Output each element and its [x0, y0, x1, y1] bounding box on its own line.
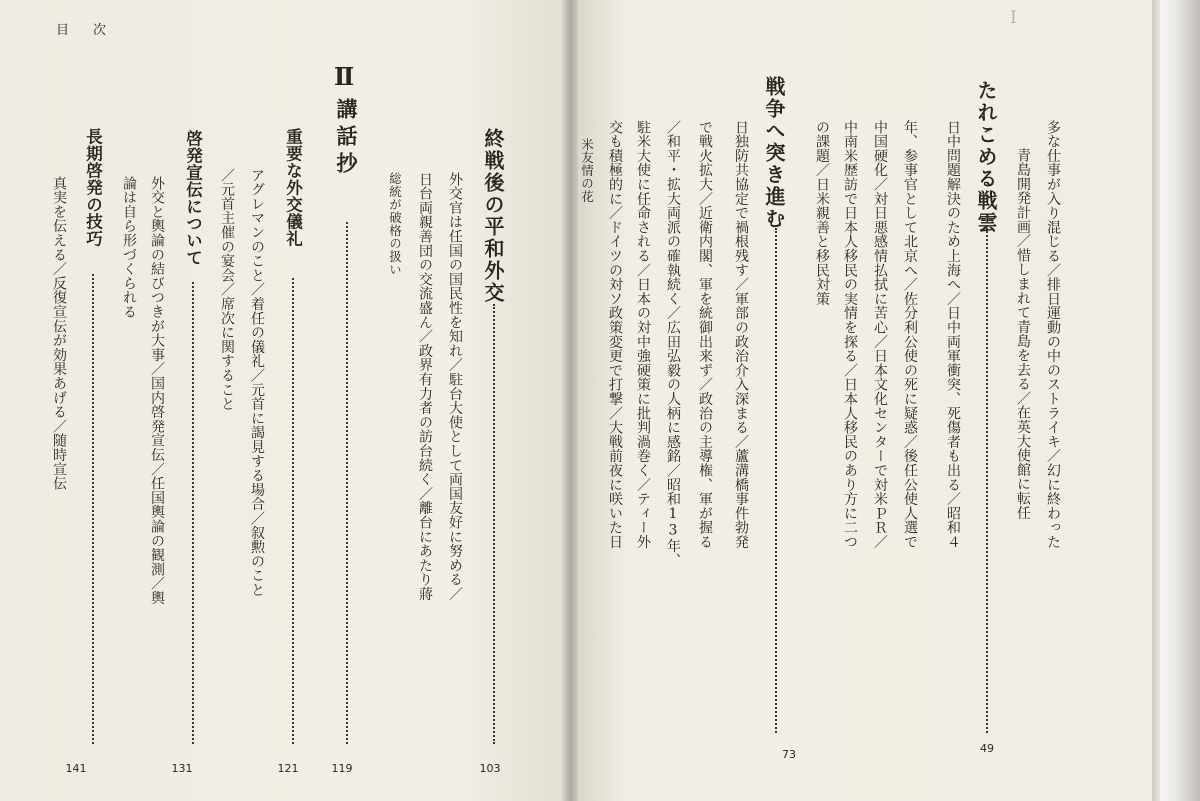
toc-entry-line: で戦火拡大／近衛内閣、軍を統御出来ず／政治の主導権、軍が握る [697, 120, 713, 549]
toc-entry-line: 論は自ら形づくられる [121, 176, 137, 319]
toc-entry-line: 中南米歴訪で日本人移民の実情を探る／日本人移民のあり方に二つ [842, 120, 858, 549]
leader-dots [493, 304, 495, 744]
toc-entry-line: 青島開発計画／惜しまれて青島を去る／在英大使館に転任 [1015, 148, 1031, 520]
toc-entry-line: 外交と輿論の結びつきが大事／国内啓発宣伝／任国輿論の観測／輿 [149, 176, 165, 605]
leader-dots [292, 278, 294, 744]
toc-entry-line: 多な仕事が入り混じる／排日運動の中のストライキ／幻に終わった [1045, 120, 1061, 549]
chapter-heading: 終戦後の平和外交 [481, 128, 505, 304]
toc-entry-line: の課題／日米親善と移民対策 [814, 120, 830, 306]
chapter-heading: たれこめる戦雲 [974, 80, 998, 234]
toc-entry-line: ／和平・拡大両派の確執続く／広田弘毅の人柄に感銘／昭和13年、 [665, 120, 681, 568]
leader-dots [775, 228, 777, 733]
part-title: 講話抄 [334, 98, 359, 179]
toc-entry-line: 日中問題解決のため上海へ／日中両軍衝突、死傷者も出る／昭和４ [945, 120, 961, 549]
page-number: 141 [65, 762, 87, 775]
section-heading: 重要な外交儀礼 [283, 128, 303, 247]
toc-entry-line: 日台両親善団の交流盛ん／政界有力者の訪台続く／離台にあたり蔣 [417, 172, 433, 601]
toc-entry-line: 中国硬化／対日悪感情払拭に苦心／日本文化センターで対米ＰＲ／ [872, 120, 888, 549]
toc-entry-line: 年、参事官として北京へ／佐分利公使の死に疑惑／後任公使人選で [902, 120, 918, 549]
book-gutter [562, 0, 578, 801]
page-number: 131 [171, 762, 193, 775]
leader-dots [986, 228, 988, 733]
page-number: 121 [277, 762, 299, 775]
right-page [570, 0, 1160, 801]
toc-entry-line: 交も積極的に／ドイツの対ソ政策変更で打撃／大戦前夜に咲いた日 [607, 120, 623, 549]
left-page [0, 0, 570, 801]
page-number: 103 [479, 762, 501, 775]
page-stack-edge [1160, 0, 1200, 801]
part-two-numeral: Ⅱ [334, 62, 355, 91]
leader-dots [346, 222, 348, 744]
toc-entry-line: ／元首主催の宴会／席次に関すること [219, 168, 235, 412]
toc-entry-line: アグレマンのこと／着任の儀礼／元首に謁見する場合／叙勲のこと [249, 168, 265, 597]
page-number: 49 [980, 742, 994, 755]
toc-entry-line: 駐米大使に任命される／日本の対中強硬策に批判渦巻く／ティー外 [635, 120, 651, 549]
part-one-numeral: Ⅰ [1010, 8, 1017, 28]
section-heading: 長期啓発の技巧 [83, 128, 103, 247]
chapter-heading: 戦争へ突き進む [762, 76, 786, 230]
toc-entry-line: 真実を伝える／反復宣伝が効果あげる／随時宣伝 [51, 176, 67, 491]
page-header: 目次 [56, 23, 131, 38]
leader-dots [192, 282, 194, 744]
section-heading: 啓発宣伝について [183, 130, 203, 266]
toc-entry-line: 総統が破格の扱い [387, 172, 403, 276]
page-number: 119 [331, 762, 353, 775]
leader-dots [92, 274, 94, 744]
toc-entry-line: 米友情の花 [579, 138, 595, 203]
toc-entry-line: 外交官は任国の国民性を知れ／駐台大使として両国友好に努める／ [447, 172, 463, 601]
toc-entry-line: 日独防共協定で禍根残す／軍部の政治介入深まる／蘆溝橋事件勃発 [733, 120, 749, 549]
page-number: 73 [782, 748, 796, 761]
